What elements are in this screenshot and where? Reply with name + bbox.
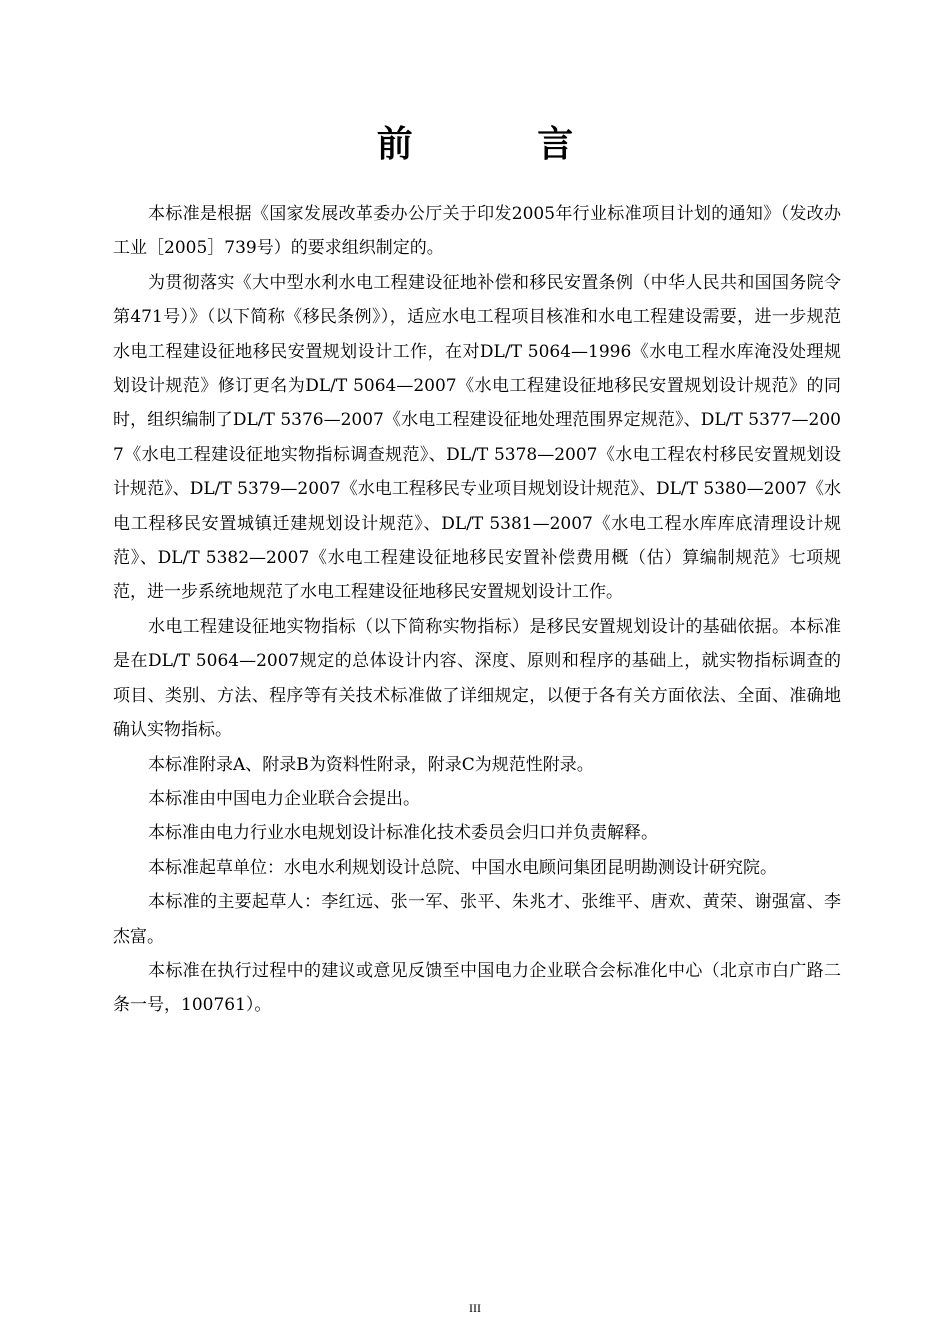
paragraph-feedback: 本标准在执行过程中的建议或意见反馈至中国电力企业联合会标准化中心（北京市白广路二条一号，100761）。 [113, 960, 841, 1016]
paragraph-proposer: 本标准由中国电力企业联合会提出。 [148, 788, 420, 809]
paragraph-drafters: 本标准的主要起草人：李红远、张一军、张平、朱兆才、张维平、唐欢、黄荣、谢强富、李杰富。 [113, 892, 841, 947]
paragraph-appendices: 本标准附录A、附录B为资料性附录，附录C为规范性附录。 [148, 754, 594, 775]
page-number: III [469, 1301, 481, 1315]
paragraph-interpretation: 本标准由电力行业水电规划设计标准化技术委员会归口并负责解释。 [148, 823, 658, 844]
page-title: 前 言 [376, 123, 630, 165]
paragraph-purpose: 水电工程建设征地实物指标（以下简称实物指标）是移民安置规划设计的基础依据。本标准是在DL/T 5064—2007规定的总体设计内容、深度、原则和程序的基础上，就实物指标调查的项目、类别、方法、程序等有关技术标准做了详细规定，以便于各有关方面依法、全面、准确地确认实物指标。 [113, 616, 841, 741]
paragraph-drafting-units: 本标准起草单位：水电水利规划设计总院、中国水电顾问集团昆明勘测设计研究院。 [148, 857, 777, 878]
preface-body [113, 197, 841, 1023]
paragraph-basis: 本标准是根据《国家发展改革委办公厅关于印发2005年行业标准项目计划的通知》（发改办工业［2005］739号）的要求组织制定的。 [113, 204, 841, 259]
paragraph-background: 为贯彻落实《大中型水利水电工程建设征地补偿和移民安置条例（中华人民共和国国务院令第471号）》（以下简称《移民条例》），适应水电工程项目核准和水电工程建设需要，进一步规范水电工程建设征地移民安置规划设计工作，在对DL/T 5064—1996《水电工程水库淹没处理规划设计规范》修订更名为DL/T 5064—2007《水电工程建设征地移民安置规划设计规范》的同时，组织编制了DL/T 5376—2007《水电工程建设征地处理范围界定规范》、DL/T 5377—2007《水电工程建设征地实物指标调查规范》、DL/T 5378—2007《水电工程农村移民安置规划设计规范》、DL/T 5379—2007《水电工程移民专业项目规划设计规范》、DL/T 5380—2007《水电工程移民安置城镇迁建规划设计规范》、DL/T 5381—2007《水电工程水库库底清理设计规范》、DL/T 5382—2007《水电工程建设征地移民安置补偿费用概（估）算编制规范》七项规范，进一步系统地规范了水电工程建设征地移民安置规划设计工作。 [113, 272, 841, 603]
